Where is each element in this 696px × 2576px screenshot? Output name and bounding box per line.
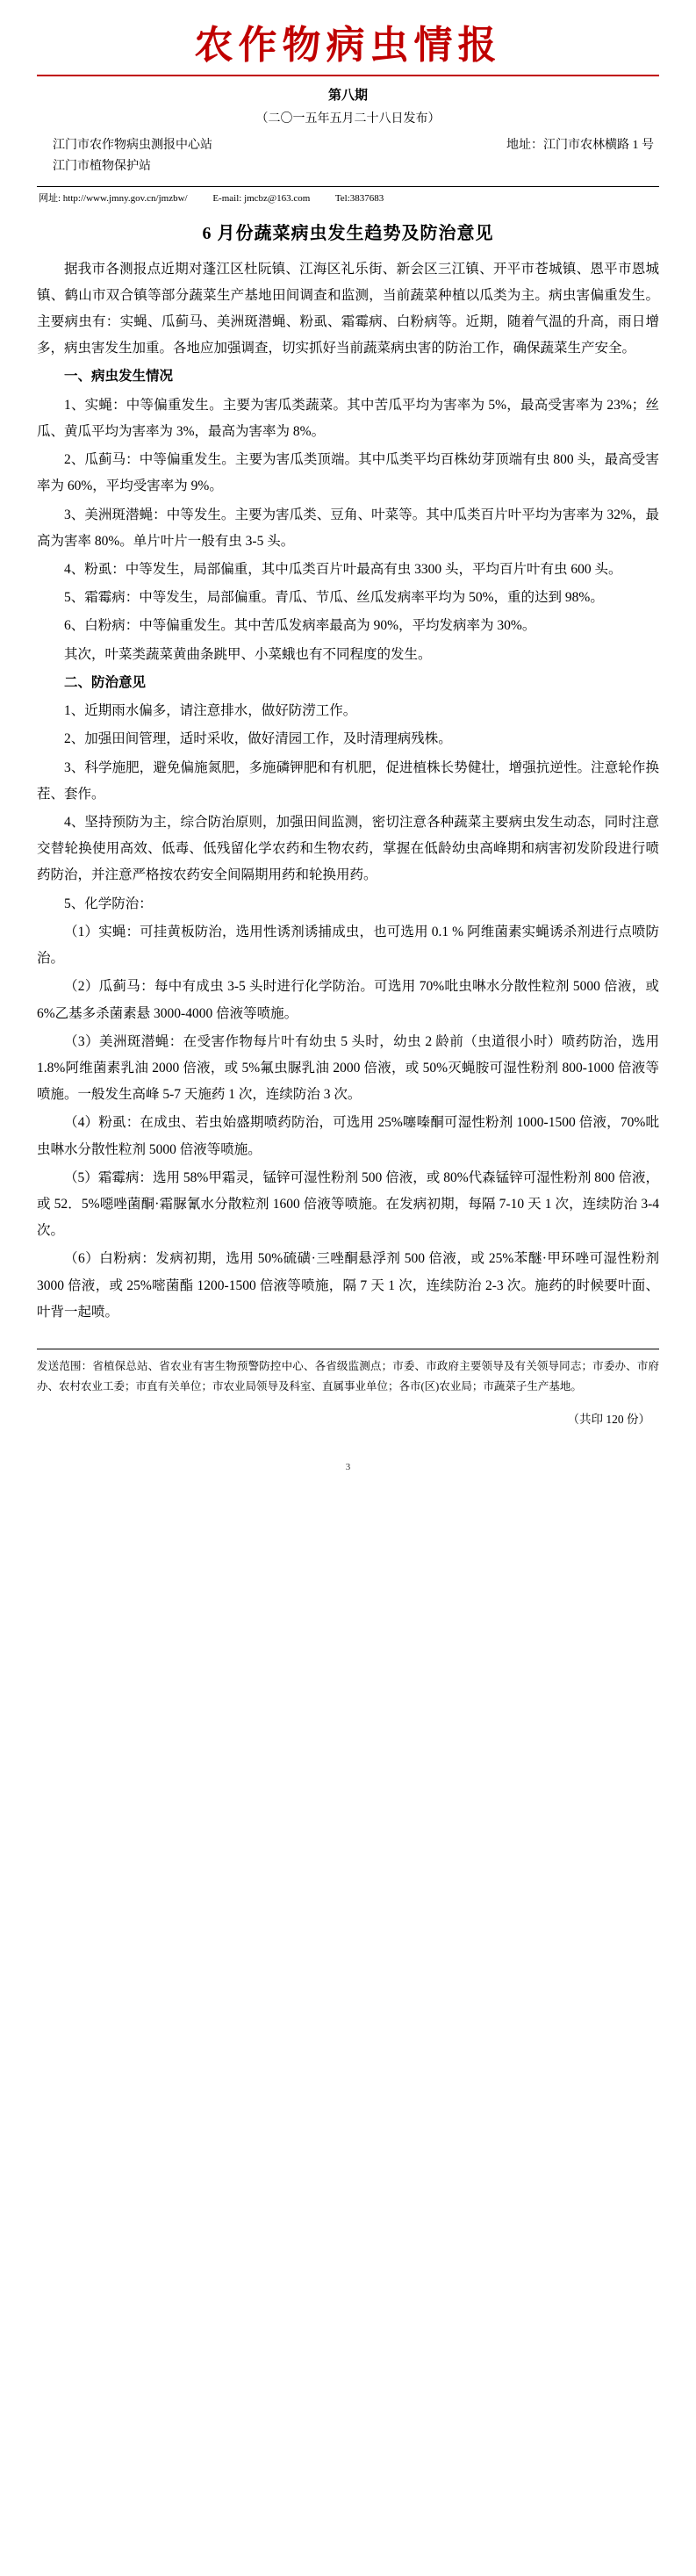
paragraph: （3）美洲斑潜蝇：在受害作物每片叶有幼虫 5 头时，幼虫 2 龄前（虫道很小时）喷药防治，选用 1.8%阿维菌素乳油 2000 倍液，或 5%氟虫脲乳油 2000 倍液，或 50%灭蝇胺可湿性粉剂 800-1000 倍液等喷施。一般发生高峰 5-7 天施药 1 次，连续防治 3 次。	[37, 1033, 659, 1103]
paragraph: 6、白粉病：中等偏重发生。其中苦瓜发病率最高为 90%，平均发病率为 30%。	[64, 618, 536, 634]
paragraph: 据我市各测报点近期对蓬江区杜阮镇、江海区礼乐街、新会区三江镇、开平市苍城镇、恩平市恩城镇、鹤山市双合镇等部分蔬菜生产基地田间调查和监测，当前蔬菜种植以瓜类为主。病虫害偏重发生。主要病虫有：实蝇、瓜蓟马、美洲斑潜蝇、粉虱、霜霉病、白粉病等。近期，随着气温的升高，雨日增多，病虫害发生加重。各地应加强调查，切实抓好当前蔬菜病虫害的防治工作，确保蔬菜生产安全。	[37, 261, 659, 356]
masthead-title: 农作物病虫情报	[194, 24, 502, 67]
email-text: E-mail: jmcbz@163.com	[212, 192, 311, 204]
organization-names	[37, 135, 212, 177]
issue-number: 第八期	[327, 89, 368, 103]
contact-divider	[37, 186, 659, 187]
document-body	[37, 256, 659, 1327]
paragraph: 2、加强田间管理，适时采收，做好清园工作，及时清理病残株。	[64, 731, 452, 747]
page-title: 6 月份蔬菜病虫发生趋势及防治意见	[202, 223, 494, 243]
paragraph: （2）瓜蓟马：每中有成虫 3-5 头时进行化学防治。可选用 70%吡虫啉水分散性粒剂 5000 倍液，或 6%乙基多杀菌素悬 3000-4000 倍液等喷施。	[37, 979, 659, 1021]
paragraph: （6）白粉病：发病初期，选用 50%硫磺·三唑酮悬浮剂 500 倍液，或 25%苯醚·甲环唑可湿性粉剂 3000 倍液，或 25%嘧菌酯 1200-1500 倍液等喷施，隔 7 天 1 次，连续防治 2-3 次。施药的时候要叶面、叶背一起喷。	[37, 1251, 659, 1320]
paragraph: （1）实蝇：可挂黄板防治，选用性诱剂诱捕成虫，也可选用 0.1 % 阿维菌素实蝇诱杀剂进行点喷防治。	[37, 924, 659, 967]
page-number: 3	[345, 1462, 351, 1473]
section-heading: 二、防治意见	[64, 674, 147, 690]
organization-address: 地址：江门市农林横路 1 号	[506, 139, 654, 152]
distribution-list: 发送范围：省植保总站、省农业有害生物预警防控中心、各省级监测点；市委、市政府主要领导及有关领导同志；市委办、市府办、农村农业工委；市直有关单位；市农业局领导及科室、直属事业单位；各市(区)农业局；市蔬菜子生产基地。	[37, 1360, 659, 1393]
paragraph: 2、瓜蓟马：中等偏重发生。主要为害瓜类顶端。其中瓜类平均百株幼芽顶端有虫 800 头，最高受害率为 60%，平均受害率为 9%。	[37, 452, 659, 494]
contact-line	[37, 191, 659, 205]
paragraph: 1、近期雨水偏多，请注意排水，做好防涝工作。	[64, 703, 357, 719]
print-count: （共印 120 份）	[567, 1413, 650, 1427]
telephone-text: Tel:3837683	[334, 192, 384, 204]
paragraph: 3、美洲斑潜蝇：中等发生。主要为害瓜类、豆角、叶菜等。其中瓜类百片叶平均为害率为 32%，最高为害率 80%。单片叶片一般有虫 3-5 头。	[37, 507, 659, 549]
organization-line-1: 江门市农作物病虫测报中心站	[53, 139, 212, 152]
paragraph: （4）粉虱：在成虫、若虫始盛期喷药防治，可选用 25%噻嗪酮可湿性粉剂 1000-1500 倍液，70%吡虫啉水分散性粒剂 5000 倍液等喷施。	[37, 1115, 659, 1157]
paragraph: （5）霜霉病：选用 58%甲霜灵，锰锌可湿性粉剂 500 倍液，或 80%代森锰锌可湿性粉剂 800 倍液，或 52．5%噁唑菌酮·霜脲氰水分散粒剂 1600 倍液等喷施。在发病初期，每隔 7-10 天 1 次，连续防治 3-4 次。	[37, 1169, 659, 1239]
paragraph: 3、科学施肥，避免偏施氮肥，多施磷钾肥和有机肥，促进植株长势健壮，增强抗逆性。注意轮作换茬、套作。	[37, 759, 659, 802]
website-text: 网址: http://www.jmny.gov.cn/jmzbw/	[39, 192, 188, 204]
paragraph: 4、粉虱：中等发生，局部偏重，其中瓜类百片叶最高有虫 3300 头，平均百片叶有虫 600 头。	[64, 562, 622, 577]
paragraph: 5、化学防治：	[64, 896, 153, 911]
paragraph: 4、坚持预防为主，综合防治原则，加强田间监测，密切注意各种蔬菜主要病虫发生动态，同时注意交替轮换使用高效、低毒、低残留化学农药和生物农药，掌握在低龄幼虫高峰期和病害初发阶段进行喷药防治，并注意严格按农药安全间隔期用药和轮换用药。	[37, 814, 659, 883]
organization-row	[37, 135, 659, 177]
issue-date: （二〇一五年五月二十八日发布）	[255, 112, 441, 126]
section-heading: 一、病虫发生情况	[64, 369, 174, 385]
paragraph: 1、实蝇：中等偏重发生。主要为害瓜类蔬菜。其中苦瓜平均为害率为 5%，最高受害率为 23%；丝瓜、黄瓜平均为害率为 3%，最高为害率为 8%。	[37, 397, 659, 439]
organization-line-2: 江门市植物保护站	[53, 159, 151, 173]
masthead-divider	[37, 75, 659, 76]
paragraph: 5、霜霉病：中等发生，局部偏重。青瓜、节瓜、丝瓜发病率平均为 50%，重的达到 98%。	[64, 590, 604, 606]
paragraph: 其次，叶菜类蔬菜黄曲条跳甲、小菜蛾也有不同程度的发生。	[64, 646, 432, 662]
